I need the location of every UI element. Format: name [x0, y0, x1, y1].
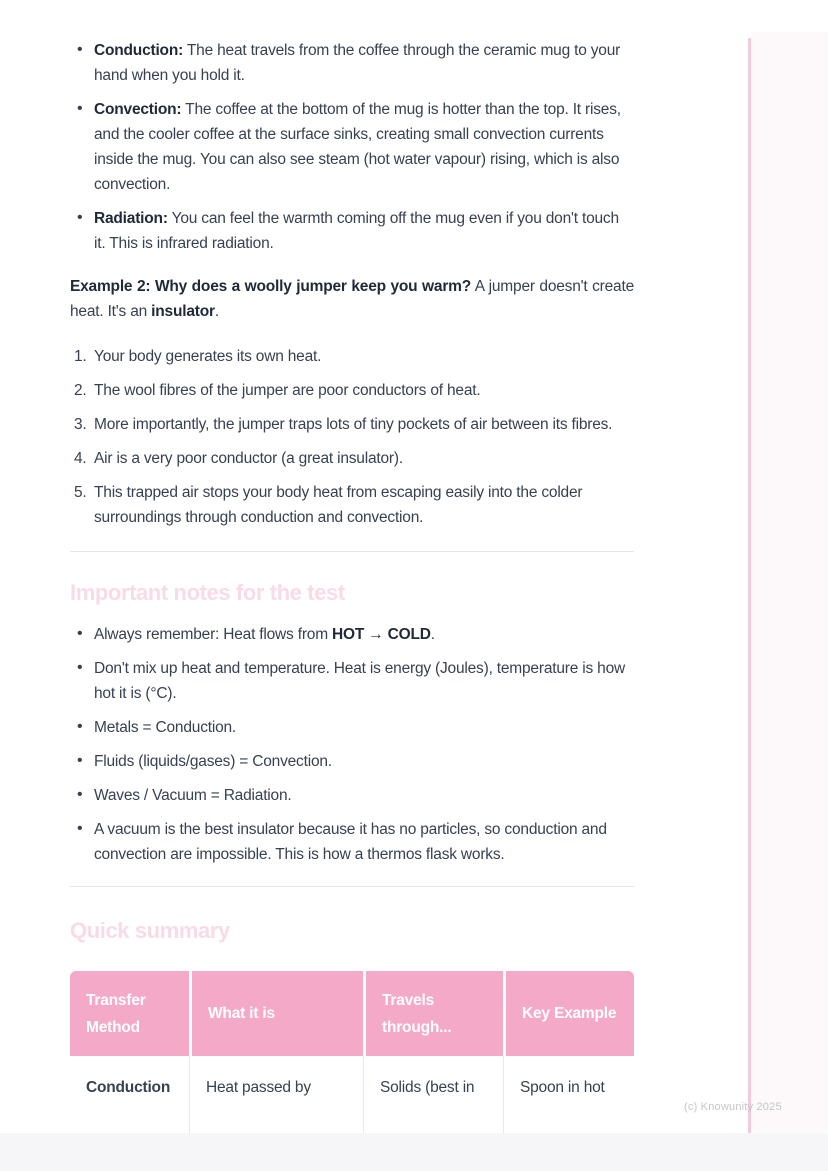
- list-item-text: Always remember: Heat flows from: [94, 626, 333, 643]
- col-header-transfer-method: Transfer Method: [70, 971, 189, 1056]
- page-content: [70, 0, 634, 1133]
- list-item: The wool fibres of the jumper are poor conductors of heat.: [94, 382, 481, 399]
- list-item: [70, 656, 634, 706]
- important-notes-heading: Important notes for the test: [70, 580, 345, 605]
- section-divider: [70, 551, 634, 552]
- list-item-text: Waves / Vacuum = Radiation.: [94, 787, 292, 804]
- jumper-numbered-list: [70, 344, 634, 530]
- list-item: More importantly, the jumper traps lots of tiny pockets of air between its fibres.: [94, 416, 613, 433]
- col-header-what-it-is: What it is: [189, 971, 363, 1056]
- list-item: This trapped air stops your body heat from escaping easily into the colder surroundings through conduction and convection.: [94, 484, 583, 526]
- list-item: Your body generates its own heat.: [94, 348, 322, 365]
- list-item-text: You can feel the warmth coming off the mug even if you don't touch it. This is infrared radiation.: [94, 210, 619, 252]
- important-notes-bullet-list: [70, 622, 634, 867]
- page-accent-line: [748, 38, 751, 1133]
- col-header-key-example: Key Example: [503, 971, 634, 1056]
- cell-what: Heat passed by: [189, 1056, 363, 1133]
- list-item: Air is a very poor conductor (a great insulator).: [94, 450, 403, 467]
- page-edge-tint: [751, 32, 828, 1133]
- list-item-text: .: [430, 626, 435, 643]
- list-item: [70, 817, 634, 867]
- example2-lead: Example 2: Why does a woolly jumper keep you warm?: [70, 278, 472, 295]
- term-convection: Convection:: [94, 101, 182, 118]
- list-item-text: The heat travels from the coffee through the ceramic mug to your hand when you hold it.: [94, 42, 621, 84]
- example2-end: .: [214, 303, 219, 320]
- list-item-text: Metals = Conduction.: [94, 719, 237, 736]
- term-conduction: Conduction:: [94, 42, 184, 59]
- quick-summary-heading: Quick summary: [70, 918, 230, 943]
- cell-example: Spoon in hot: [503, 1056, 634, 1133]
- cell-travels: Solids (best in: [363, 1056, 503, 1133]
- list-item-text: A vacuum is the best insulator because it has no particles, so conduction and convection are impossible. This is how a thermos flask works.: [94, 821, 607, 863]
- list-item: [70, 206, 634, 256]
- col-header-travels-through: Travels through...: [363, 971, 503, 1056]
- table-row: [70, 1056, 634, 1133]
- example2-emphasis: insulator: [151, 303, 215, 320]
- page-gap: [0, 1133, 828, 1171]
- list-item-text: The coffee at the bottom of the mug is hotter than the top. It rises, and the cooler coffee at the surface sinks, creating small convection currents inside the mug. You can also see steam (hot water vapour) rising, which is also convection.: [94, 101, 621, 193]
- list-item: [70, 715, 634, 740]
- list-item-text: Don't mix up heat and temperature. Heat is energy (Joules), temperature is how hot it is (°C).: [94, 660, 625, 702]
- example2-paragraph: [70, 274, 634, 324]
- term-radiation: Radiation:: [94, 210, 168, 227]
- heat-transfer-bullet-list: [70, 38, 634, 256]
- list-item: [70, 97, 634, 197]
- watermark: (c) Knowunity 2025: [684, 1101, 782, 1113]
- example2-text: A jumper doesn't create heat. It's an: [70, 278, 634, 320]
- list-item: [70, 783, 634, 808]
- hot-cold-bold: HOT → COLD: [332, 626, 431, 643]
- list-item: [70, 622, 634, 647]
- list-item: [70, 38, 634, 88]
- table-header-row: [70, 971, 634, 1056]
- section-divider: [70, 886, 634, 887]
- list-item: [70, 749, 634, 774]
- summary-table: [70, 971, 634, 1133]
- list-item-text: Fluids (liquids/gases) = Convection.: [94, 753, 332, 770]
- cell-method: Conduction: [70, 1056, 189, 1133]
